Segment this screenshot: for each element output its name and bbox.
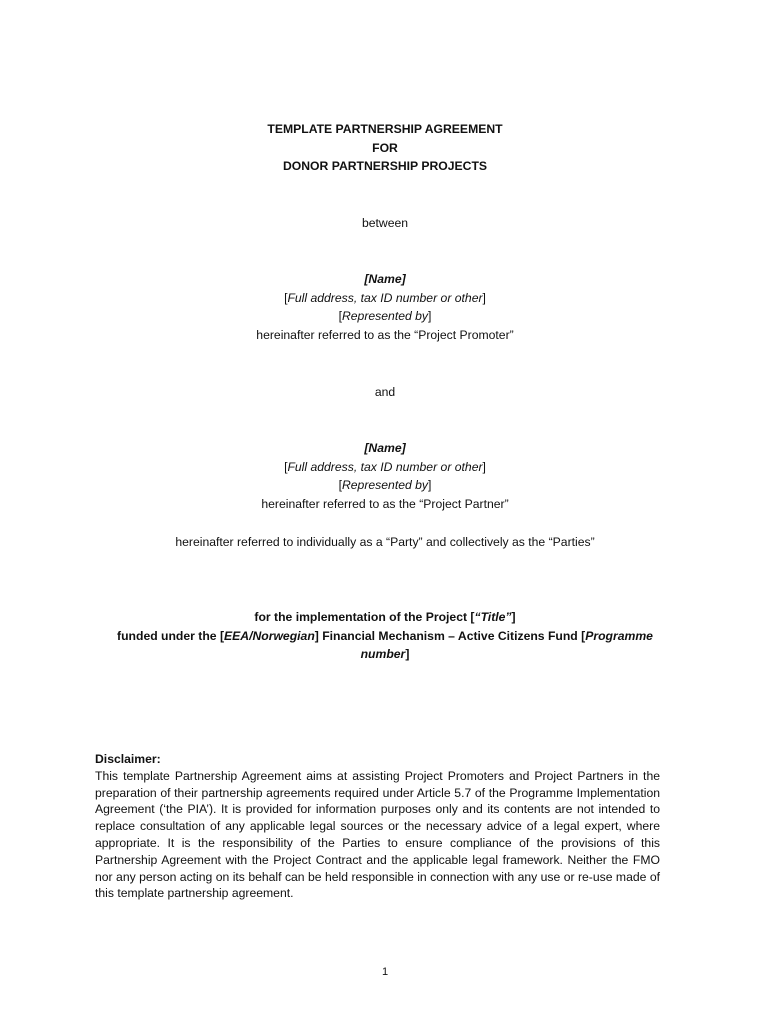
party-promoter-referred: hereinafter referred to as the “Project Promoter” — [256, 327, 514, 342]
disclaimer-section — [95, 751, 660, 902]
implementation-line-1: for the implementation of the Project [“Title”] — [254, 610, 516, 624]
between-text: between — [361, 216, 409, 230]
collective-text: hereinafter referred to individually as a “Party” and collectively as the “Parties” — [175, 535, 595, 549]
party-partner-referred: hereinafter referred to as the “Project Partner” — [261, 496, 509, 511]
between-label — [0, 214, 770, 233]
disclaimer-heading: Disclaimer: — [95, 752, 161, 766]
document-title — [0, 120, 770, 176]
party-promoter-block — [0, 270, 770, 344]
and-text: and — [374, 385, 396, 399]
title-line-1: TEMPLATE PARTNERSHIP AGREEMENT — [267, 122, 503, 136]
implementation-line-2: funded under the [EEA/Norwegian] Financial Mechanism – Active Citizens Fund [Programme — [117, 628, 653, 643]
party-partner-address: [Full address, tax ID number or other] — [284, 459, 486, 474]
party-partner-name: [Name] — [364, 441, 406, 455]
implementation-line-3: number] — [360, 647, 410, 661]
collective-reference — [0, 533, 770, 552]
party-partner-block — [0, 439, 770, 513]
and-label — [0, 383, 770, 402]
party-partner-represented: [Represented by] — [338, 478, 432, 492]
page-number: 1 — [381, 966, 389, 978]
implementation-block — [0, 608, 770, 664]
party-promoter-represented: [Represented by] — [338, 309, 432, 323]
party-promoter-address: [Full address, tax ID number or other] — [284, 290, 486, 305]
disclaimer-body: This template Partnership Agreement aims at assisting Project Promoters and Project Partners in the preparation of their partnership agreements required under Article 5.7 of the Programme Implementation Agreement (‘the PIA’). It is provided for information purposes only and its contents are not intended to replace consultation of any applicable legal sources or the necessary advice of a legal expert, where appropriate. It is the responsibility of the Parties to ensure compliance of the provisions of this Partnership Agreement with the Project Contract and the applicable legal framework. Neither the FMO nor any person acting on its behalf can be held responsible in connection with any use or re-use made of this template partnership agreement. — [95, 768, 660, 901]
title-line-2: FOR — [372, 140, 398, 155]
party-promoter-name: [Name] — [364, 272, 406, 286]
title-line-3: DONOR PARTNERSHIP PROJECTS — [282, 159, 488, 173]
